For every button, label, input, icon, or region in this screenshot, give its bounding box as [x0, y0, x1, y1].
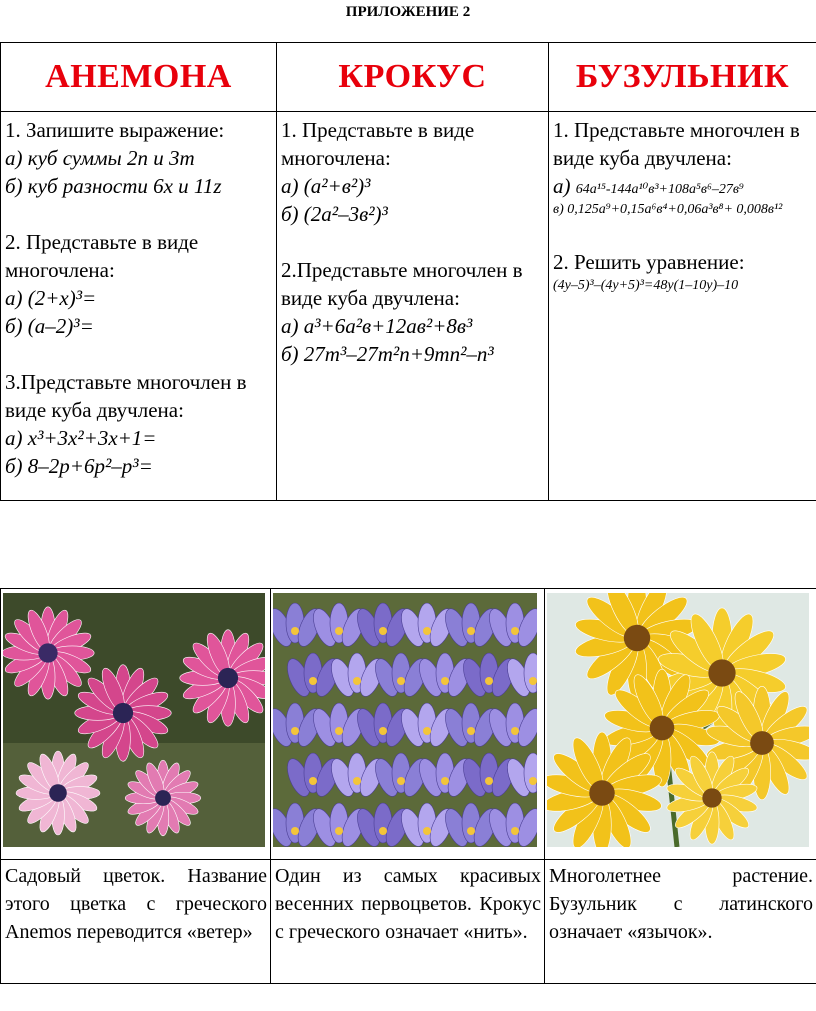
anemone-flower: [75, 665, 172, 762]
task-2a: (4y–5)³–(4y+5)³=48y(1–10y)–10: [553, 278, 739, 293]
crocus-tasks: [277, 112, 549, 501]
task-2: 2. Представьте в виде многочлена:: [5, 230, 199, 282]
task-1a: 64a¹⁵-144a¹⁰в³+108a⁵в⁶–27в⁹: [575, 182, 744, 197]
page-title: ПРИЛОЖЕНИЕ 2: [345, 4, 471, 20]
buzulnik-photo-cell: [545, 589, 816, 860]
crocus-description: Один из самых красивых весенних первоцветов. Крокус с греческого означает «нить».: [271, 860, 545, 984]
buzulnik-description: Многолетнее растение. Бузульник с латинского означает «язычок».: [545, 860, 816, 984]
task-2: 2.Представьте многочлен в виде куба двучлена:: [281, 258, 523, 310]
task-3: 3.Представьте многочлен в виде куба двучлена:: [5, 370, 247, 422]
task-1a: а) куб суммы 2n и 3m: [5, 146, 195, 170]
header-crocus: КРОКУС: [277, 43, 549, 112]
task-2a: а) a³+6a²в+12aв²+8в³: [281, 314, 473, 338]
crocus-photo-cell: [271, 589, 545, 860]
task-1: 1. Представьте многочлен в виде куба двучлена:: [553, 118, 800, 170]
task-1: 1. Запишите выражение:: [5, 118, 225, 142]
tasks-table: [0, 42, 816, 501]
task-2: 2. Решить уравнение:: [553, 250, 745, 274]
task-2b: б) 27m³–27m²n+9mn²–n³: [281, 342, 494, 366]
anemone-flower: [16, 751, 100, 835]
task-1b: б) куб разности 6x и 11z: [5, 174, 222, 198]
anemone-tasks: [1, 112, 277, 501]
header-buzulnik: БУЗУЛЬНИК: [549, 43, 816, 112]
flowers-table: [0, 588, 816, 984]
task-1a: а) (a²+в²)³: [281, 174, 371, 198]
task-3b: б) 8–2p+6p²–p³=: [5, 454, 153, 478]
task-1a-prefix: а): [553, 174, 576, 198]
task-2a: а) (2+x)³=: [5, 286, 97, 310]
task-1b: в) 0,125a⁹+0,15a⁶в⁴+0,06a³в⁸+ 0,008в¹²: [553, 202, 783, 217]
anemone-photo-cell: [1, 589, 271, 860]
buzulnik-tasks: [549, 112, 816, 501]
task-2b: б) (a–2)³=: [5, 314, 94, 338]
task-3a: а) x³+3x²+3x+1=: [5, 426, 157, 450]
anemone-photo: [3, 593, 265, 847]
header-anemone: АНЕМОНА: [1, 43, 277, 112]
buzulnik-photo: [547, 593, 809, 847]
anemone-description: Садовый цветок. Название этого цветка с греческого Anemos переводится «ветер»: [1, 860, 271, 984]
task-1b: б) (2a²–3в²)³: [281, 202, 388, 226]
anemone-flower: [3, 607, 94, 699]
anemone-flower: [125, 760, 201, 836]
task-1: 1. Представьте в виде многочлена:: [281, 118, 475, 170]
crocus-photo: [273, 593, 537, 847]
